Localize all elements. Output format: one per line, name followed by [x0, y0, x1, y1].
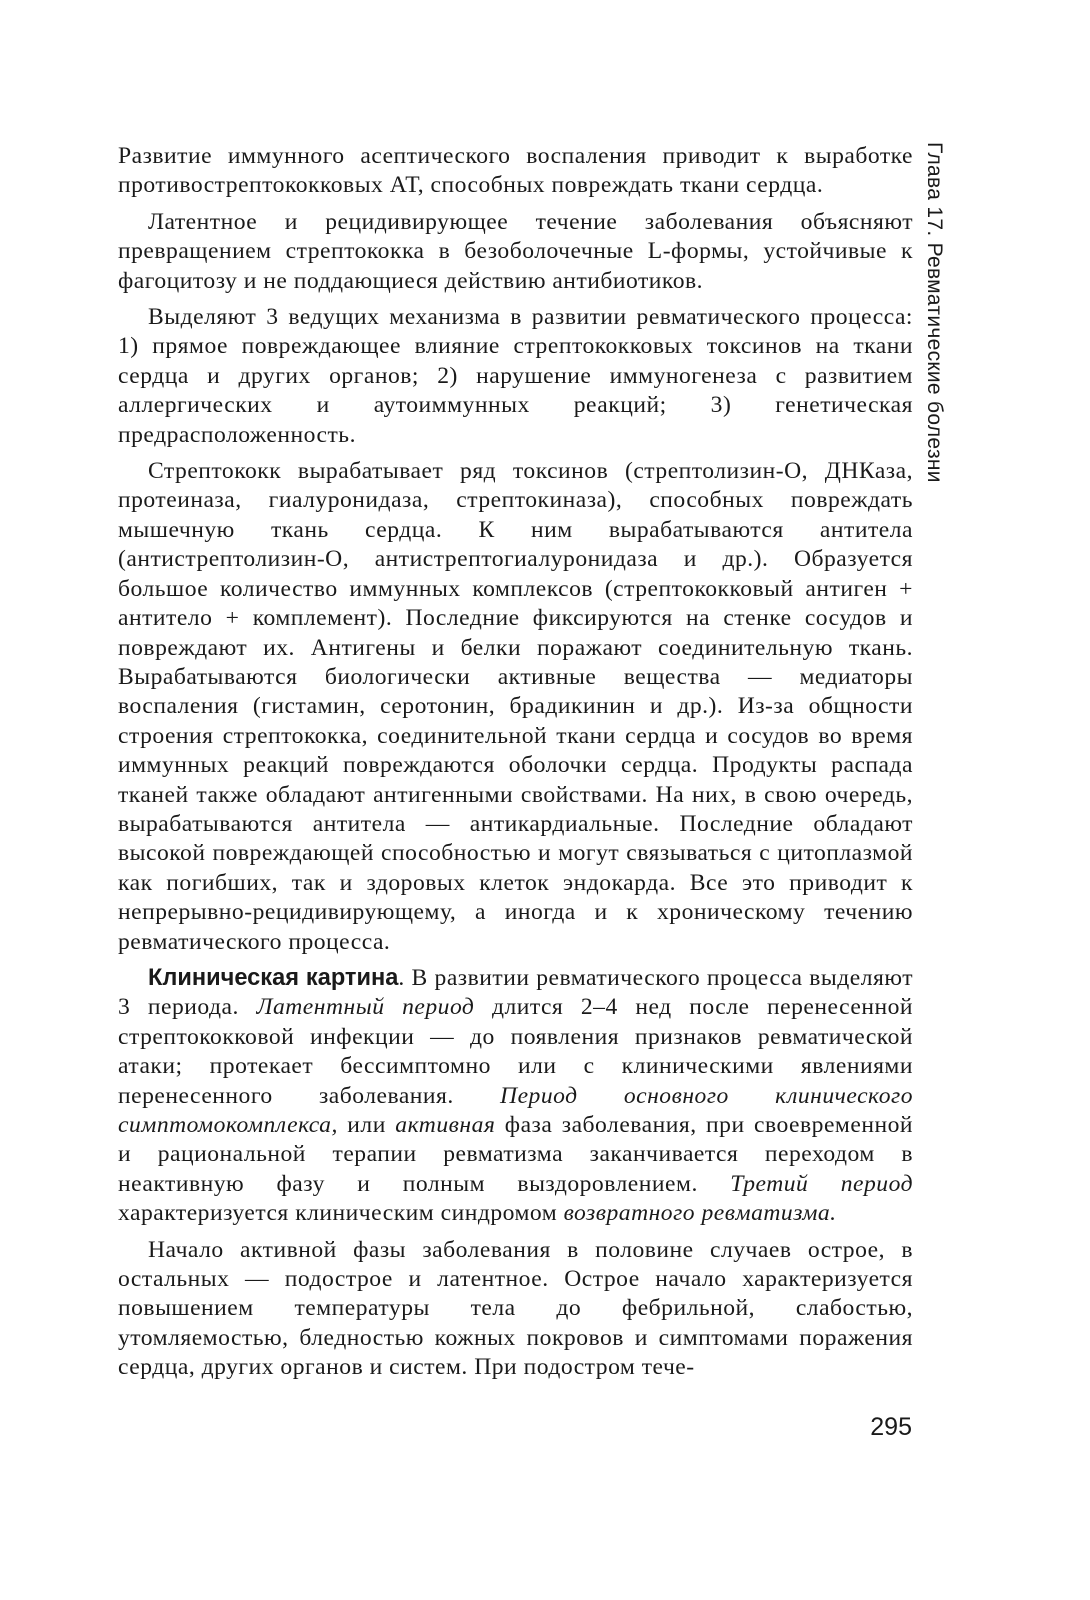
paragraph-3: Выделяют 3 ведущих механизма в развитии ревматического процесса: 1) прямое повреждающее влияние стрептококковых токсинов на ткани сердца и других органов; 2) нарушение иммуногенеза с развитием аллергических и аутоиммунных реакций; 3) генетическая предрасположенность. [118, 304, 913, 448]
running-head: Глава 17. Ревматические болезни [923, 142, 946, 483]
paragraph-4: Стрептококк вырабатывает ряд токсинов (стрептолизин-О, ДНКаза, протеиназа, гиалуронидаза, стрептокиназа), способных повреждать мышечную ткань сердца. К ним вырабатываются антитела (антистрептолизин-О, антистрептогиалуронидаза и др.). Образуется большое количество иммунных комплексов (стрептококковый антиген + антитело + комплемент). Последние фиксируются на стенке сосудов и повреждают их. Антигены и белки поражают соединительную ткань. Вырабатываются биологически активные вещества — медиаторы воспаления (гистамин, серотонин, брадикинин и др.). Из-за общности строения стрептококка, соединительной ткани сердца и сосудов во время иммунных реакций повреждаются оболочки сердца. Продукты распада тканей также обладают антигенными свойствами. На них, в свою очередь, вырабатываются антитела — антикардиальные. Последние обладают высокой повреждающей способностью и могут связываться с цитоплазмой как погибших, так и здоровых клеток эндокарда. Все это приводит к непрерывно-рецидивирующему, а иногда и к хроническому течению ревматического процесса. [118, 458, 913, 955]
body-text [118, 142, 913, 1390]
page-number: 295 [870, 1413, 912, 1441]
text-run: длится 2–4 нед после перенесенной стрептококковой инфекции — до появления признаков ревматической атаки; протекает бессимптомно или с клиническими явлениями перенесенного заболевания. [118, 994, 913, 1109]
paragraph-6: Начало активной фазы заболевания в половине случаев острое, в остальных — подострое и латентное. Острое начало характеризуется повышением температуры тела до фебрильной, слабостью, утомляемостью, бледностью кожных покровов и симптомами поражения сердца, других органов и систем. При подостром тече- [118, 1236, 913, 1381]
paragraph-1: Развитие иммунного асептического воспаления приводит к выработке противострептококковых АТ, способных повреждать ткани сердца. [118, 143, 913, 199]
italic-term: Латентный период [256, 994, 475, 1021]
italic-term: возвратного ревматизма. [563, 1200, 837, 1227]
text-run: фаза заболевания, при своевременной и рациональной терапии ревматизма заканчивается переходом в неактивную фазу и полным выздоровлением. [118, 1112, 914, 1197]
text-run: или [337, 1112, 396, 1138]
italic-term: активная [395, 1112, 496, 1138]
italic-term: Третий период [730, 1170, 913, 1197]
section-heading: Клиническая картина [148, 964, 399, 991]
paragraph-2: Латентное и рецидивирующее течение заболевания объясняют превращением стрептококка в безоболочечные L-формы, устойчивые к фагоцитозу и не поддающиеся действию антибиотиков. [118, 208, 913, 294]
text-run: . В развитии ревматического процесса выделяют 3 периода. [118, 964, 914, 1021]
text-run: характеризуется клиническим синдромом [118, 1200, 564, 1227]
italic-term: Период основного клинического симптомокомплекса, [118, 1082, 913, 1138]
paragraph-5 [118, 964, 913, 1229]
